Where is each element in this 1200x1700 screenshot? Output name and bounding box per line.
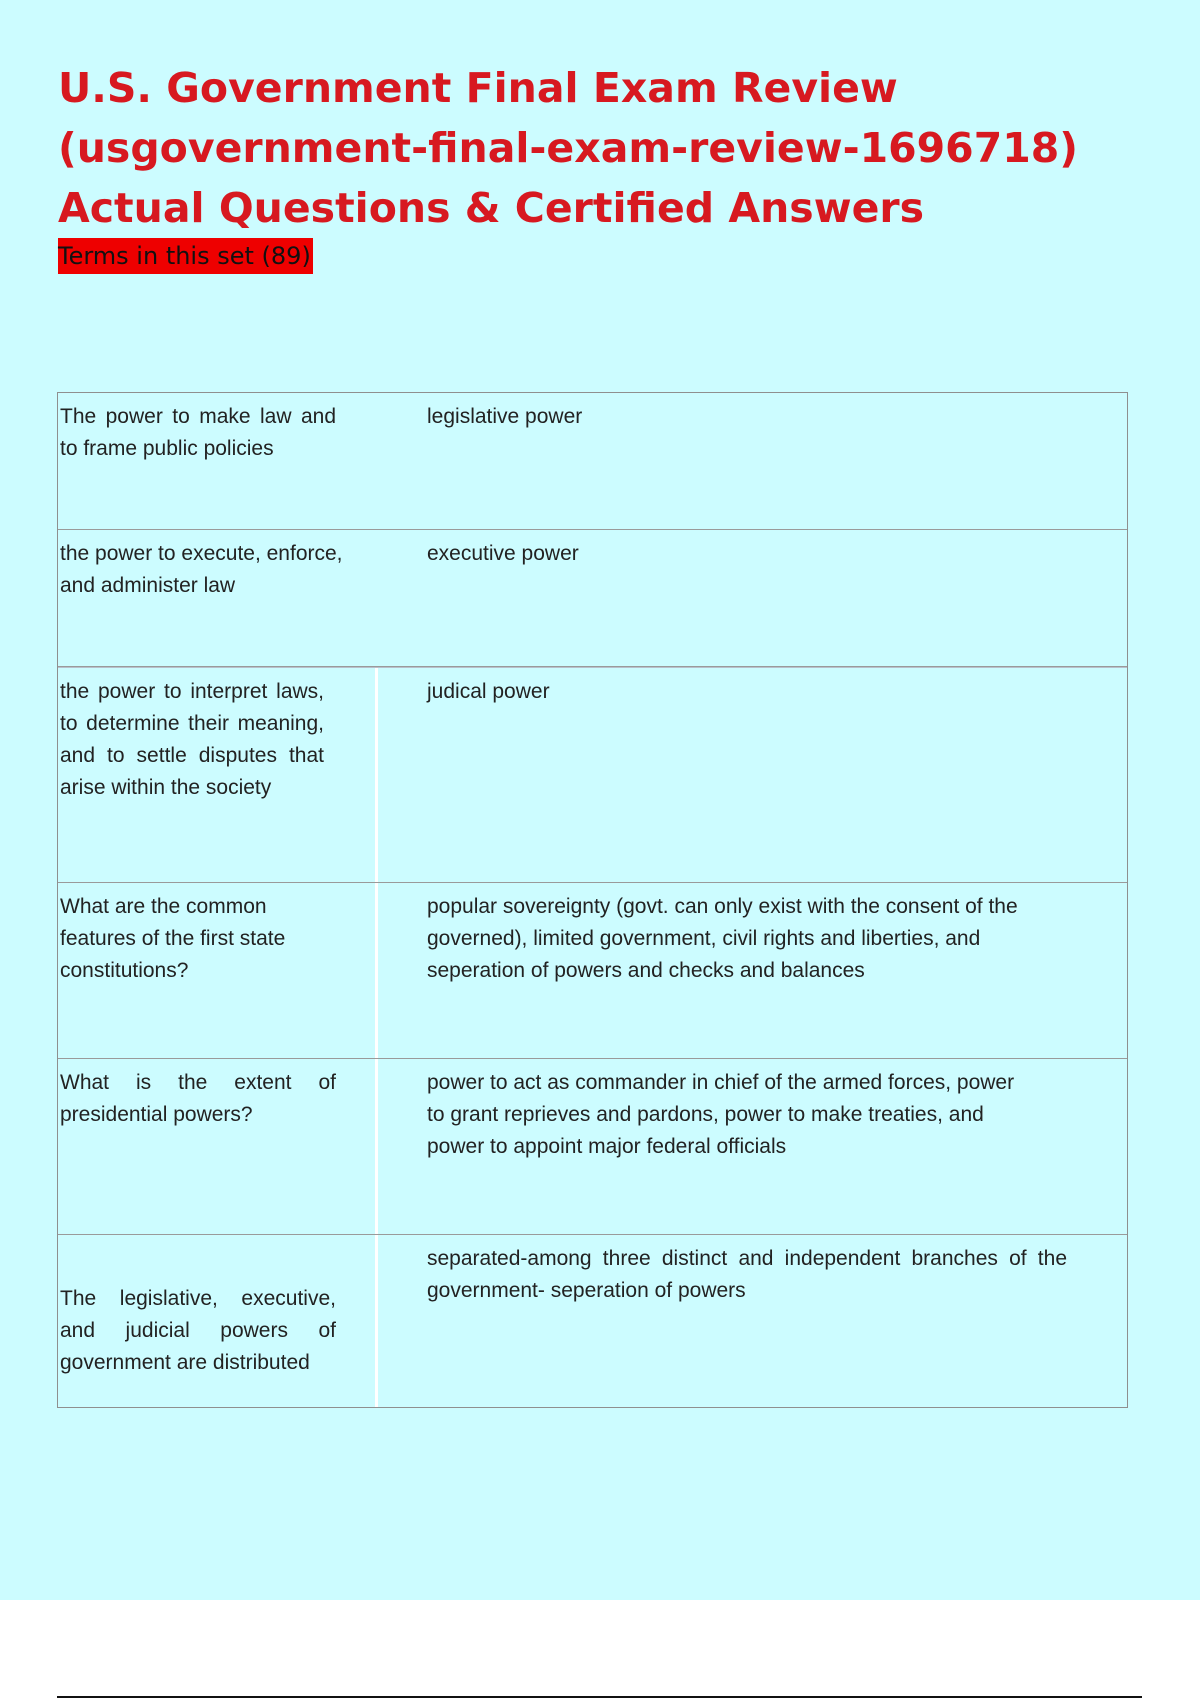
term-text: What are the common features of the first state constitutions? bbox=[60, 895, 286, 982]
term-text: the power to interpret laws, to determine their meaning, and to settle disputes that arise within the society bbox=[60, 680, 324, 799]
table-row bbox=[58, 1235, 1127, 1407]
definition-text: popular sovereignty (govt. can only exist with the consent of the governed), limited government, civil rights and liberties, and seperation of powers and checks and balances bbox=[427, 895, 1018, 982]
term-text: The power to make law and to frame public policies bbox=[60, 405, 336, 460]
column-divider bbox=[375, 883, 378, 1058]
definition-text: legislative power bbox=[427, 405, 583, 428]
term-text: What is the extent of presidential powers? bbox=[60, 1071, 336, 1126]
table-row bbox=[58, 883, 1127, 1059]
definition-text: executive power bbox=[427, 542, 579, 565]
column-divider bbox=[375, 1059, 378, 1234]
table-row bbox=[58, 667, 1127, 883]
title-line-1: U.S. Government Final Exam Review bbox=[58, 64, 898, 112]
definition-text: power to act as commander in chief of the armed forces, power to grant reprieves and pardons, power to make treaties, and power to appoint major federal officials bbox=[427, 1071, 1015, 1158]
term-text: The legislative, executive, and judicial powers of government are distributed bbox=[60, 1287, 336, 1374]
column-divider bbox=[375, 668, 378, 882]
terms-table bbox=[57, 392, 1128, 1408]
table-row bbox=[58, 530, 1127, 667]
terms-count-badge: Terms in this set (89) bbox=[58, 238, 313, 274]
title-line-3: Actual Questions & Certified Answers bbox=[58, 184, 925, 232]
footer-rule bbox=[57, 1696, 1142, 1698]
term-text: the power to execute, enforce, and administer law bbox=[60, 542, 343, 597]
definition-text: judical power bbox=[427, 680, 550, 703]
table-row bbox=[58, 1059, 1127, 1235]
document-title bbox=[58, 58, 1158, 238]
column-divider bbox=[375, 1235, 378, 1407]
definition-text: separated-among three distinct and independent branches of the government- seperation of powers bbox=[427, 1247, 1067, 1302]
table-row bbox=[58, 393, 1127, 530]
title-line-2: (usgovernment-final-exam-review-1696718) bbox=[58, 124, 1079, 172]
